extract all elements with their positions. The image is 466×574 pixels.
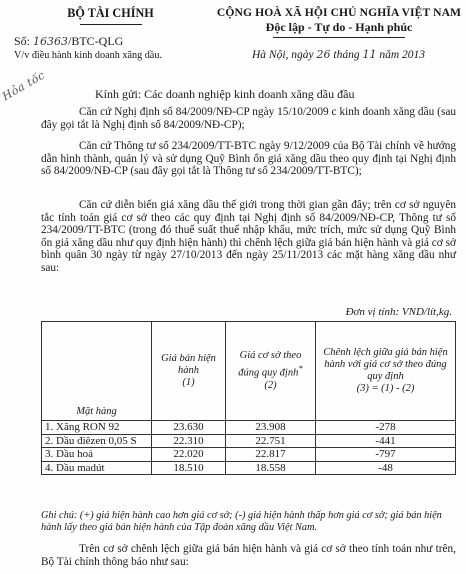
row-difference: -278 <box>316 421 456 435</box>
doc-number-handwritten: 16363 <box>33 35 69 48</box>
header-product: Mặt hàng <box>42 322 152 421</box>
header-base-mark: * <box>298 363 303 374</box>
row-product: 1. Xăng RON 92 <box>42 421 152 435</box>
row-base-price: 18.558 <box>226 461 316 475</box>
header-current-label: Giá bán hiện hành <box>161 353 216 376</box>
row-product: 2. Dầu điêzen 0,05 S <box>42 434 152 448</box>
row-current-price: 22.020 <box>152 448 226 462</box>
header-base-price <box>226 322 316 421</box>
issuer-divider <box>80 24 142 25</box>
row-base-price: 22.817 <box>226 448 316 462</box>
paragraph-legal-basis-1: Căn cứ Nghị định số 84/2009/NĐ-CP ngày 15/10/2009 c kinh doanh xăng dầu (sau đây gọi tắt là Nghị định số 84/2009/NĐ-CP); <box>41 106 456 131</box>
doc-number-suffix: /BTC-QLG <box>68 34 124 48</box>
document-subject: V/v điều hành kinh doanh xăng dầu. <box>14 50 162 61</box>
price-table <box>41 321 456 475</box>
row-difference: -797 <box>316 448 456 462</box>
national-header <box>215 6 463 38</box>
row-difference: -441 <box>316 434 456 448</box>
issuer-block <box>8 6 213 25</box>
urgent-stamp: Hỏa tốc <box>0 68 48 104</box>
table-row <box>42 448 456 462</box>
date-day: 26 <box>316 48 331 61</box>
header-difference-label: Chênh lệch giữa giá bán hiện hành với giá cơ sở theo đúng quy định <box>323 347 448 382</box>
ministry-name: BỘ TÀI CHÍNH <box>67 6 154 20</box>
header-base-number: (2) <box>264 379 277 391</box>
row-product: 4. Dầu madút <box>42 461 152 475</box>
unit-label: Đơn vị tính: VND/lít,kg. <box>345 306 452 318</box>
date-year: năm 2013 <box>379 49 426 61</box>
recipient-line: Kính gửi: Các doanh nghiệp kinh doanh xăng dầu đầu <box>95 87 355 101</box>
date-month-label: tháng <box>333 49 360 61</box>
row-base-price: 23.908 <box>226 421 316 435</box>
national-motto: Độc lập - Tự do - Hạnh phúc <box>265 20 413 34</box>
paragraph-legal-basis-2: Căn cứ Thông tư số 234/2009/TT-BTC ngày 9/12/2009 của Bộ Tài chính về hướng dẫn hình thành, quản lý và sử dụng Quỹ Bình ổn giá xăng dầu theo quy định tại Nghị định số 84/2009/NĐ-CP (sau đây gọi tắt là Thông tư số 234/2009/TT-BTC); <box>41 140 456 178</box>
date-month: 11 <box>362 48 377 61</box>
row-current-price: 23.630 <box>152 421 226 435</box>
header-current-number: (1) <box>182 377 195 388</box>
issue-date <box>252 48 425 61</box>
header-difference-formula: (3) = (1) - (2) <box>356 383 415 394</box>
header-base-label <box>229 350 312 380</box>
row-difference: -48 <box>316 461 456 475</box>
footnote: Ghi chú: (+) giá hiện hành cao hơn giá cơ sở; (-) giá hiện hành thấp hơn giá cơ sở; giá bán hiện hành lấy theo giá bán hiện hành của Tập đoàn xăng dầu Việt Nam. <box>41 510 442 533</box>
paragraph-closing: Trên cơ sở chênh lệch giữa giá bán hiện hành và giá cơ sở theo tính toán như trên, Bộ Tài chính thông báo như sau: <box>41 543 456 568</box>
row-product: 3. Dầu hoả <box>42 448 152 462</box>
table-header-row <box>42 322 456 421</box>
doc-number-prefix: Số: <box>14 34 31 48</box>
header-base-text: Giá cơ sở theo đúng quy định <box>238 350 302 379</box>
row-current-price: 22.310 <box>152 434 226 448</box>
header-current-price <box>152 322 226 421</box>
motto-divider <box>273 37 405 38</box>
table-row <box>42 434 456 448</box>
paragraph-price-basis: Căn cứ diễn biến giá xăng dầu thế giới trong thời gian gần đây; trên cơ sở nguyên tắc tính toán giá cơ sở theo các quy định tại Nghị định số 84/2009/NĐ-CP, Thông tư số 234/2009/TT-BTC (trong đó thuế suất thuế nhập khẩu, mức trích, mức sử dụng Quỹ Bình ổn giá xăng dầu như quy định hiện hành) thì chênh lệch giữa giá bán hiện hành và giá cơ sở bình quân 30 ngày từ ngày 27/10/2013 đến ngày 25/11/2013 các mặt hàng xăng dầu như sau: <box>41 199 456 274</box>
document-number <box>14 34 123 49</box>
row-current-price: 18.510 <box>152 461 226 475</box>
country-name: CỘNG HOÀ XÃ HỘI CHỦ NGHĨA VIỆT NAM <box>216 6 462 19</box>
date-prefix: Hà Nội, ngày <box>252 49 314 61</box>
table-row <box>42 421 456 435</box>
row-base-price: 22.751 <box>226 434 316 448</box>
header-difference <box>316 322 456 421</box>
table-row <box>42 461 456 475</box>
